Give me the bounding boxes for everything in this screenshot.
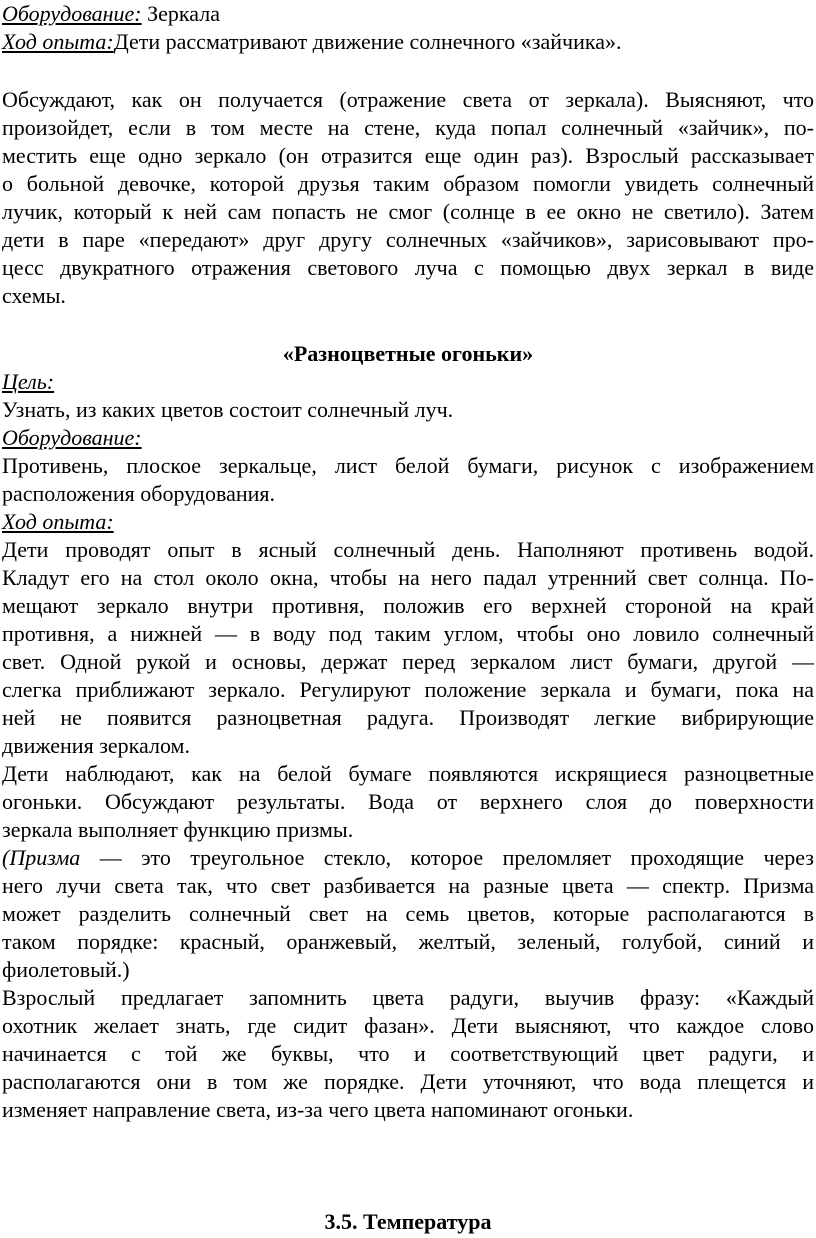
- prism-line: него лучи света так, что свет разбивается на разные цвета — спектр. Призма: [2, 873, 814, 898]
- goal-text: Узнать, из каких цветов состоит солнечный луч.: [2, 397, 454, 422]
- rainbow-line: располагаются они в том же порядке. Дети уточняют, что вода плещется и: [2, 1069, 814, 1094]
- paragraph-line: произойдет, если в том месте на стене, куда попал солнечный «зайчик», по-: [2, 115, 814, 140]
- procedure-label: Ход опыта:: [2, 29, 114, 54]
- rainbow-line: охотник желает знать, где сидит фазан». Дети выясняют, что каждое слово: [2, 1013, 814, 1038]
- procedure-text-line: Кладут его на стол около окна, чтобы на него падал утренний свет солнца. По-: [2, 565, 814, 590]
- procedure-text-line: движения зеркалом.: [2, 733, 190, 758]
- procedure-text-line: свет. Одной рукой и основы, держат перед зеркалом лист бумаги, другой —: [2, 649, 814, 674]
- rainbow-line: Взрослый предлагает запомнить цвета радуги, выучив фразу: «Каждый: [2, 985, 814, 1010]
- equipment-line: [2, 0, 220, 28]
- paragraph-line: местить еще одно зеркало (он отразится еще один раз). Взрослый рассказывает: [2, 143, 814, 168]
- section-heading: 3.5. Температура: [324, 1209, 492, 1234]
- experiment-equipment-line: расположения оборудования.: [2, 481, 276, 506]
- goal-label: Цель:: [2, 369, 55, 394]
- paragraph-line: дети в паре «передают» друг другу солнечных «зайчиков», зарисовывают про-: [2, 227, 814, 252]
- observation-line: Дети наблюдают, как на белой бумаге появляются искрящиеся разноцветные: [2, 761, 814, 786]
- procedure-text-line: слегка приближают зеркало. Регулируют положение зеркала и бумаги, пока на: [2, 677, 814, 702]
- equipment-label: Оборудование:: [2, 1, 142, 26]
- procedure-text-line: Дети проводят опыт в ясный солнечный день. Наполняют противень водой.: [2, 537, 814, 562]
- paragraph-line: лучик, который к ней сам попасть не смог (солнце в ее окно не светило). Затем: [2, 199, 814, 224]
- procedure-value: Дети рассматривают движение солнечного «зайчика».: [113, 29, 622, 54]
- paragraph-line: о больной девочке, которой друзья таким образом помогли увидеть солнечный: [2, 171, 814, 196]
- prism-line-rest: — это треугольное стекло, которое преломляет проходящие через: [80, 845, 814, 870]
- paragraph-line: Обсуждают, как он получается (отражение света от зеркала). Выясняют, что: [2, 87, 814, 112]
- paragraph-line: схемы.: [2, 283, 66, 308]
- experiment-procedure-label: Ход опыта:: [2, 509, 114, 534]
- observation-line: огоньки. Обсуждают результаты. Вода от верхнего слоя до поверхности: [2, 789, 814, 814]
- rainbow-line: изменяет направление света, из-за чего цвета напоминают огоньки.: [2, 1097, 634, 1122]
- paragraph-line: цесс двукратного отражения светового луча с помощью двух зеркал в виде: [2, 255, 814, 280]
- prism-line: может разделить солнечный свет на семь цветов, которые располагаются в: [2, 901, 814, 926]
- procedure-text-line: ней не появится разноцветная радуга. Производят легкие вибрирующие: [2, 705, 814, 730]
- experiment-equipment-label: Оборудование:: [2, 425, 142, 450]
- prism-line: таком порядке: красный, оранжевый, желтый, зеленый, голубой, синий и: [2, 929, 814, 954]
- procedure-text-line: противня, а нижней — в воду под таким углом, чтобы оно ловило солнечный: [2, 621, 814, 646]
- prism-line: фиолетовый.): [2, 957, 130, 982]
- prism-line: [2, 844, 814, 872]
- procedure-text-line: мещают зеркало внутри противня, положив его верхней стороной на край: [2, 593, 814, 618]
- experiment-equipment-line: Противень, плоское зеркальце, лист белой бумаги, рисунок с изображением: [2, 453, 814, 478]
- procedure-line: [2, 28, 621, 56]
- rainbow-line: начинается с той же буквы, что и соответствующий цвет радуги, и: [2, 1041, 814, 1066]
- observation-line: зеркала выполняет функцию призмы.: [2, 817, 354, 842]
- experiment-title: «Разноцветные огоньки»: [282, 341, 534, 366]
- equipment-value: Зеркала: [141, 1, 220, 26]
- prism-word: (Призма: [2, 845, 81, 870]
